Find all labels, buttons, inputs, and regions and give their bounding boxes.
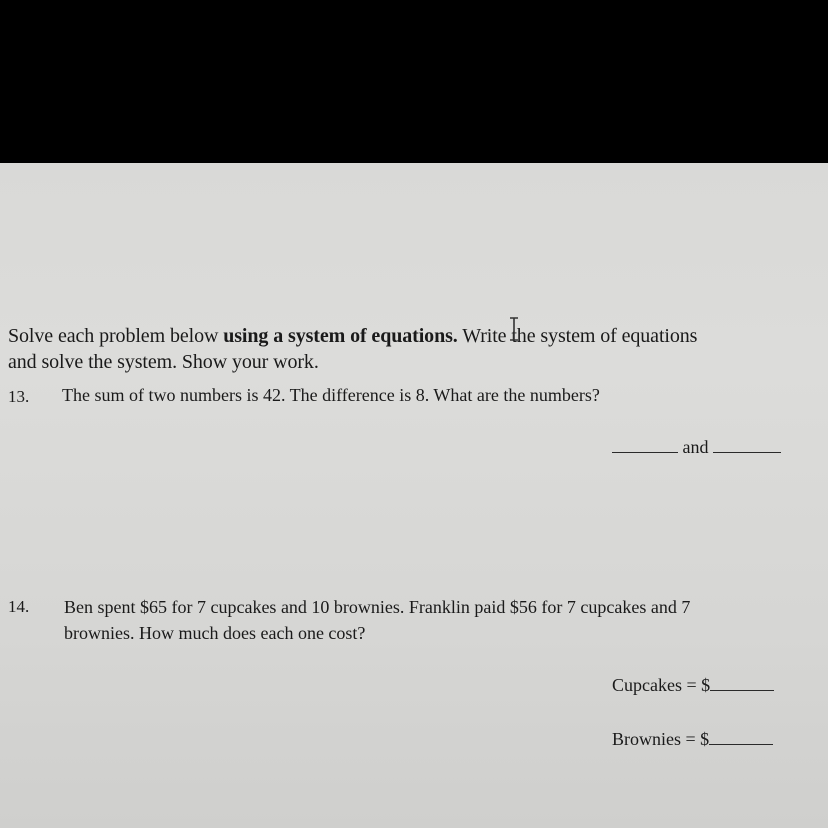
worksheet-page — [0, 163, 828, 828]
problem-13-answer — [612, 435, 781, 459]
instructions-text: Solve each problem below — [8, 325, 224, 347]
instructions-line-1 — [8, 323, 826, 349]
cupcakes-blank[interactable] — [710, 676, 774, 691]
problem-13-number: 13. — [8, 387, 30, 406]
brownies-blank[interactable] — [709, 730, 773, 745]
problem-14-line-2: brownies. How much does each one cost? — [64, 623, 366, 643]
instructions — [8, 323, 826, 375]
answer-blank-2[interactable] — [713, 438, 781, 453]
brownies-answer — [612, 727, 773, 751]
answer-joiner: and — [682, 437, 709, 457]
text-cursor-icon — [508, 317, 520, 341]
problem-13-text: The sum of two numbers is 42. The difference is 8. What are the numbers? — [62, 385, 600, 405]
cupcakes-answer — [612, 673, 774, 697]
problem-14-number: 14. — [8, 597, 30, 616]
brownies-label: Brownies = $ — [612, 729, 710, 749]
answer-blank-1[interactable] — [612, 438, 678, 453]
instructions-text-2: Write the system of equations — [457, 325, 698, 347]
instructions-line-2: and solve the system. Show your work. — [8, 351, 319, 373]
instructions-bold-text: using a system of equations. — [223, 325, 458, 347]
problem-14-line-1: Ben spent $65 for 7 cupcakes and 10 brownies. Franklin paid $56 for 7 cupcakes and 7 — [64, 597, 691, 617]
cupcakes-label: Cupcakes = $ — [612, 675, 711, 695]
